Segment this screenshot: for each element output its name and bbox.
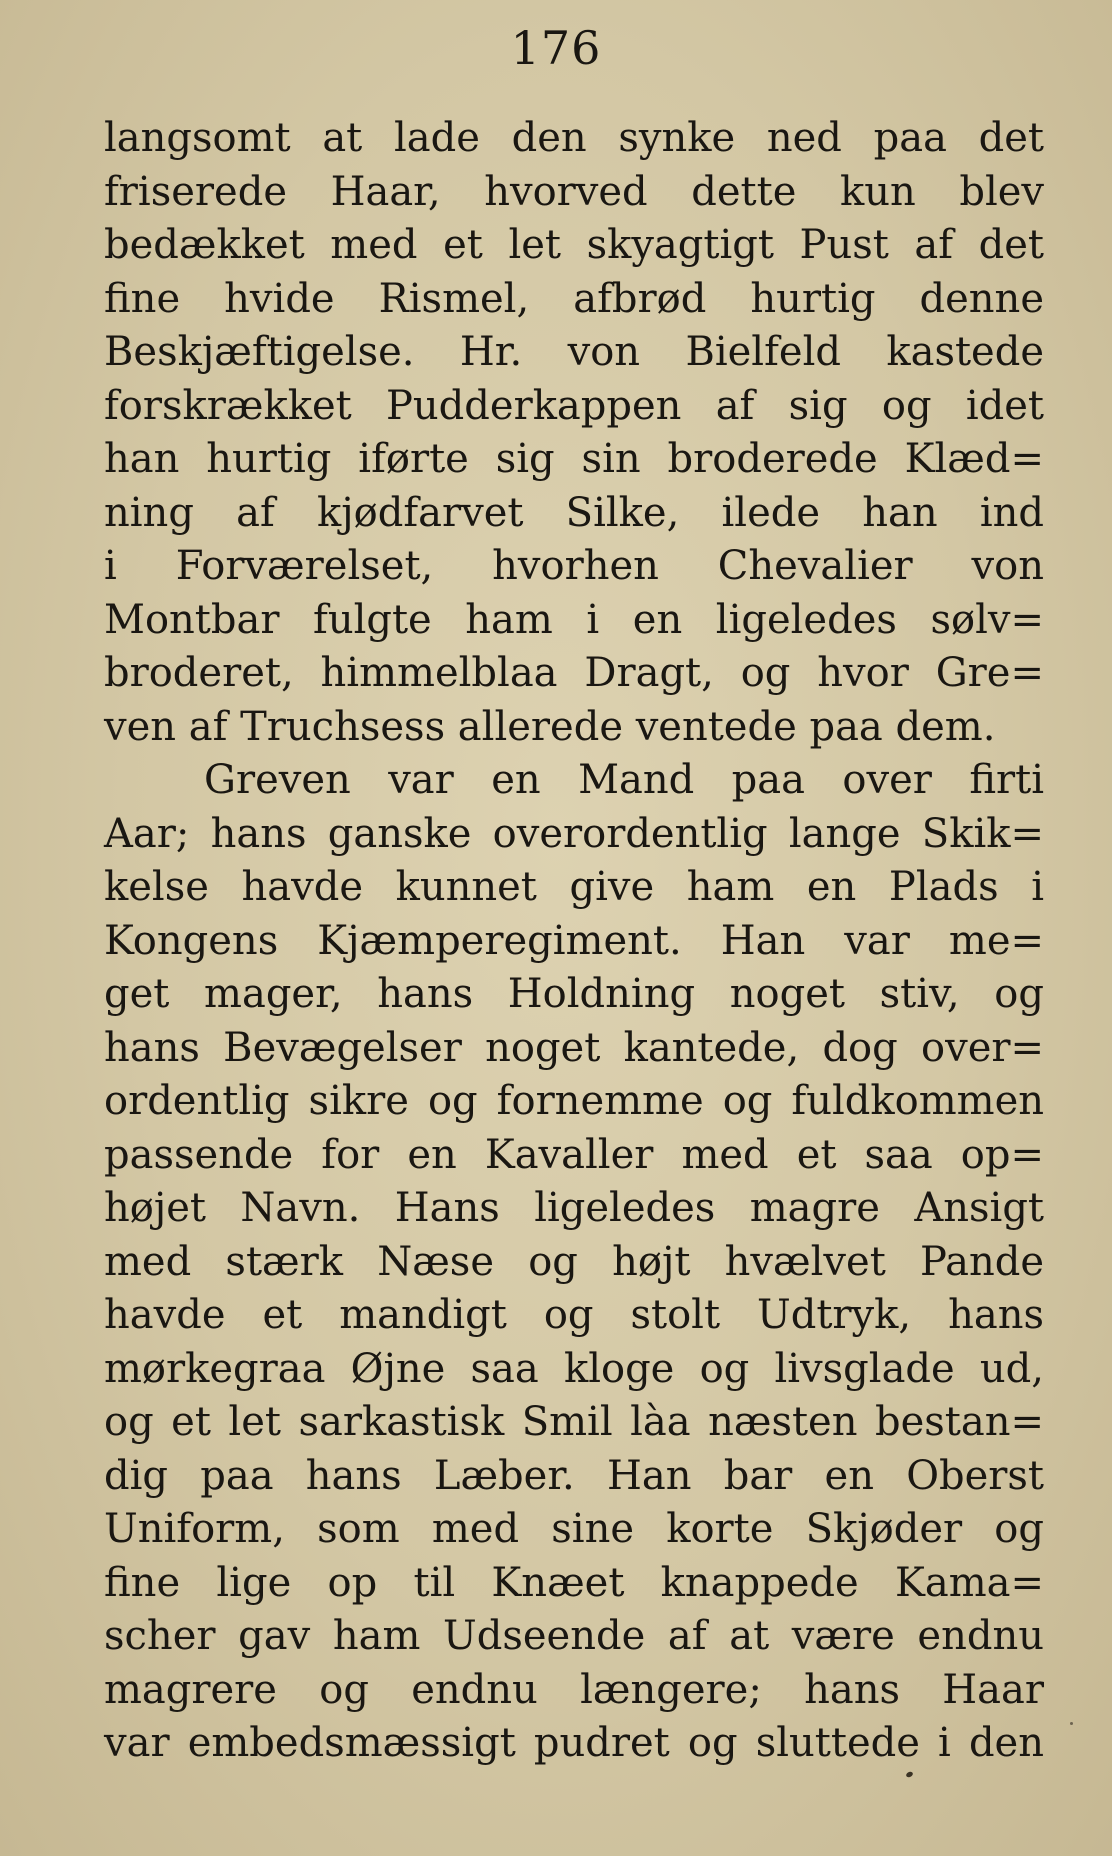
text-line: Beskjæftigelse. Hr. von Bielfeld kastede bbox=[104, 329, 1044, 375]
text-line: Aar; hans ganske overordentlig lange Skik= bbox=[104, 810, 1044, 857]
text-line: scher gav ham Udseende af at være endnu bbox=[104, 1613, 1044, 1659]
text-line: langsomt at lade den synke ned paa det bbox=[104, 115, 1044, 161]
page-number: 176 bbox=[510, 21, 602, 75]
text-line: Montbar fulgte ham i en ligeledes sølv= bbox=[104, 596, 1044, 643]
text-line: hans Bevægelser noget kantede, dog over= bbox=[104, 1024, 1044, 1071]
text-line: ordentlig sikre og fornemme og fuldkommen bbox=[104, 1078, 1044, 1124]
body-text bbox=[104, 112, 1044, 1771]
text-line: og et let sarkastisk Smil làa næsten bestan= bbox=[104, 1399, 1044, 1445]
text-line: get mager, hans Holdning noget stiv, og bbox=[104, 971, 1044, 1017]
text-line: mørkegraa Øjne saa kloge og livsglade ud, bbox=[104, 1345, 1044, 1392]
text-line: Kongens Kjæmperegiment. Han var me= bbox=[104, 917, 1044, 964]
paragraph-start-line: Greven var en Mand paa over firti bbox=[204, 757, 1044, 803]
text-line: magrere og endnu længere; hans Haar bbox=[104, 1666, 1044, 1713]
text-line: kelse havde kunnet give ham en Plads i bbox=[104, 864, 1044, 910]
text-line: ning af kjødfarvet Silke, ilede han ind bbox=[104, 489, 1044, 536]
text-line: fine hvide Rismel, afbrød hurtig denne bbox=[104, 275, 1044, 322]
text-line: passende for en Kavaller med et saa op= bbox=[104, 1131, 1044, 1178]
text-line-split: dig paa hans Læber. Han bar en Oberst Uniform, som med sine korte Skjøder og bbox=[104, 1452, 1044, 1552]
text-line: med stærk Næse og højt hvælvet Pande bbox=[104, 1238, 1044, 1285]
ink-speck bbox=[905, 1771, 913, 1778]
text-line: fine lige op til Knæet knappede Kama= bbox=[104, 1559, 1044, 1606]
text-line: højet Navn. Hans ligeledes magre Ansigt bbox=[104, 1185, 1044, 1231]
ink-speck bbox=[1070, 1722, 1073, 1725]
text-line: bedækket med et let skyagtigt Pust af det bbox=[104, 222, 1044, 268]
text-line: forskrækket Pudderkappen af sig og idet bbox=[104, 382, 1044, 429]
text-line: i Forværelset, hvorhen Chevalier von bbox=[104, 543, 1044, 589]
paragraph-end-line: ven af Truchsess allerede ventede paa dem. bbox=[104, 703, 996, 750]
text-line: havde et mandigt og stolt Udtryk, hans bbox=[104, 1292, 1044, 1338]
text-line: friserede Haar, hvorved dette kun blev bbox=[104, 168, 1044, 215]
text-line: han hurtig iførte sig sin broderede Klæd= bbox=[104, 436, 1044, 482]
text-line: var embedsmæssigt pudret og sluttede i den bbox=[104, 1720, 1044, 1766]
text-line: broderet, himmelblaa Dragt, og hvor Gre= bbox=[104, 650, 1044, 696]
